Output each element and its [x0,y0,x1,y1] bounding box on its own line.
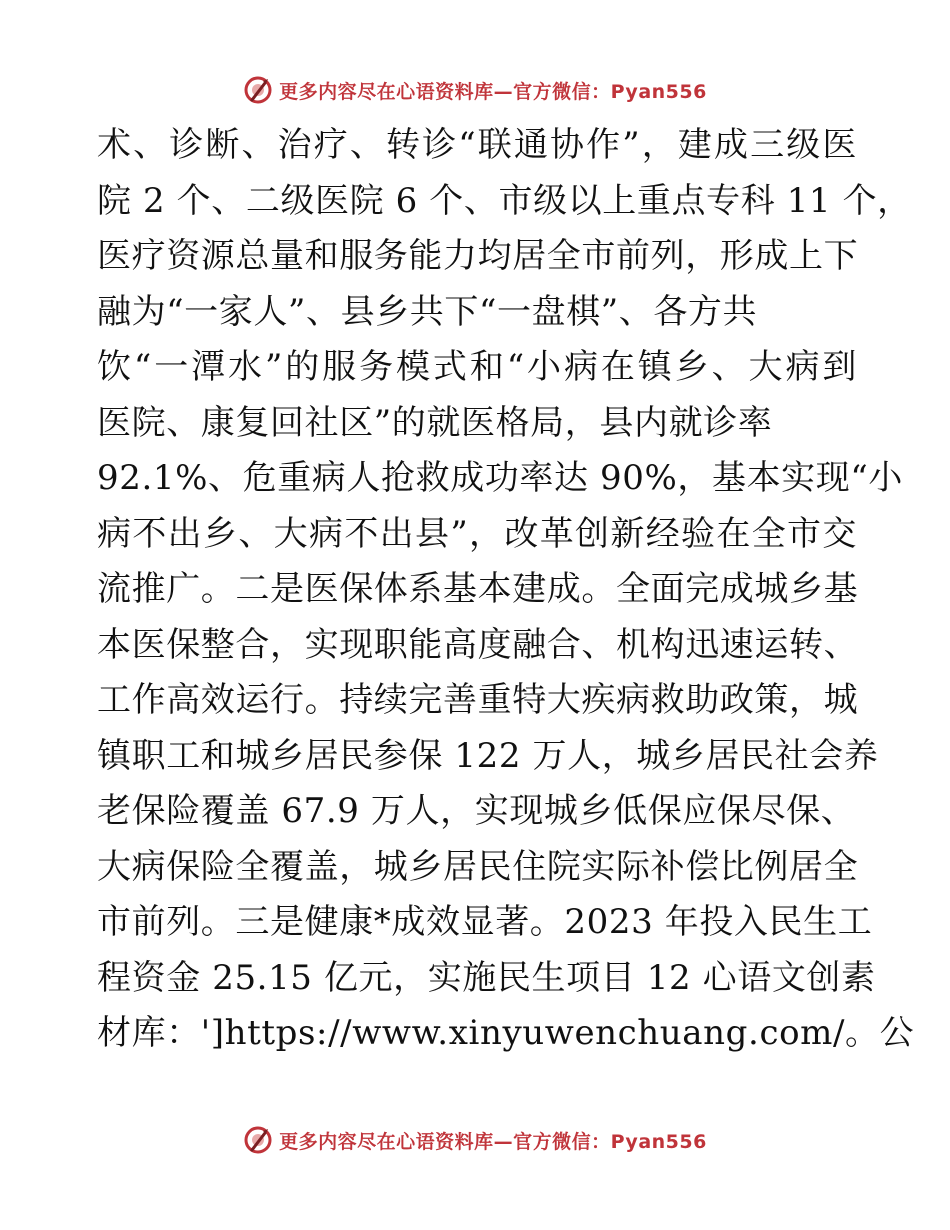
footer-banner-text: 更多内容尽在心语资料库—官方微信：Pyan556 [279,1130,707,1153]
body-line: 程资金 25.15 亿元，实施民生项目 12 心语文创素 [97,957,876,998]
body-line: 术、诊断、治疗、转诊“联通协作”，建成三级医 [97,125,857,165]
header-banner-text: 更多内容尽在心语资料库—官方微信：Pyan556 [279,80,707,103]
body-line: 镇职工和城乡居民参保 122 万人，城乡居民社会养 [97,735,879,776]
body-line: 大病保险全覆盖，城乡居民住院实际补偿比例居全 [97,846,859,887]
body-text [97,118,915,1062]
body-line: 融为“一家人”、县乡共下“一盘棋”、各方共 [97,291,758,332]
body-line: 本医保整合，实现职能高度融合、机构迅速运转、 [97,624,859,665]
footer-banner [0,1123,950,1157]
body-line: 流推广。二是医保体系基本建成。全面完成城乡基 [97,569,859,609]
header-banner [0,73,950,107]
logo-icon [243,1125,273,1155]
body-line: 医院、康复回社区”的就医格局，县内就诊率 [97,402,773,443]
body-line: 病不出乡、大病不出县”，改革创新经验在全市交 [97,513,857,554]
body-line: 饮“一潭水”的服务模式和“小病在镇乡、大病到 [97,347,857,387]
body-line: 92.1%、危重病人抢救成功率达 90%，基本实现“小 [97,458,903,498]
body-line: 材库：']https://www.xinyuwenchuang.com/。公 [97,1013,915,1053]
body-line: 院 2 个、二级医院 6 个、市级以上重点专科 11 个， [97,180,912,221]
body-line: 老保险覆盖 67.9 万人，实现城乡低保应保尽保、 [97,791,856,831]
body-line: 医疗资源总量和服务能力均居全市前列，形成上下 [97,236,859,276]
body-line: 市前列。三是健康*成效显著。2023 年投入民生工 [97,902,873,942]
logo-icon [243,75,273,105]
body-line: 工作高效运行。持续完善重特大疾病救助政策，城 [97,680,859,720]
